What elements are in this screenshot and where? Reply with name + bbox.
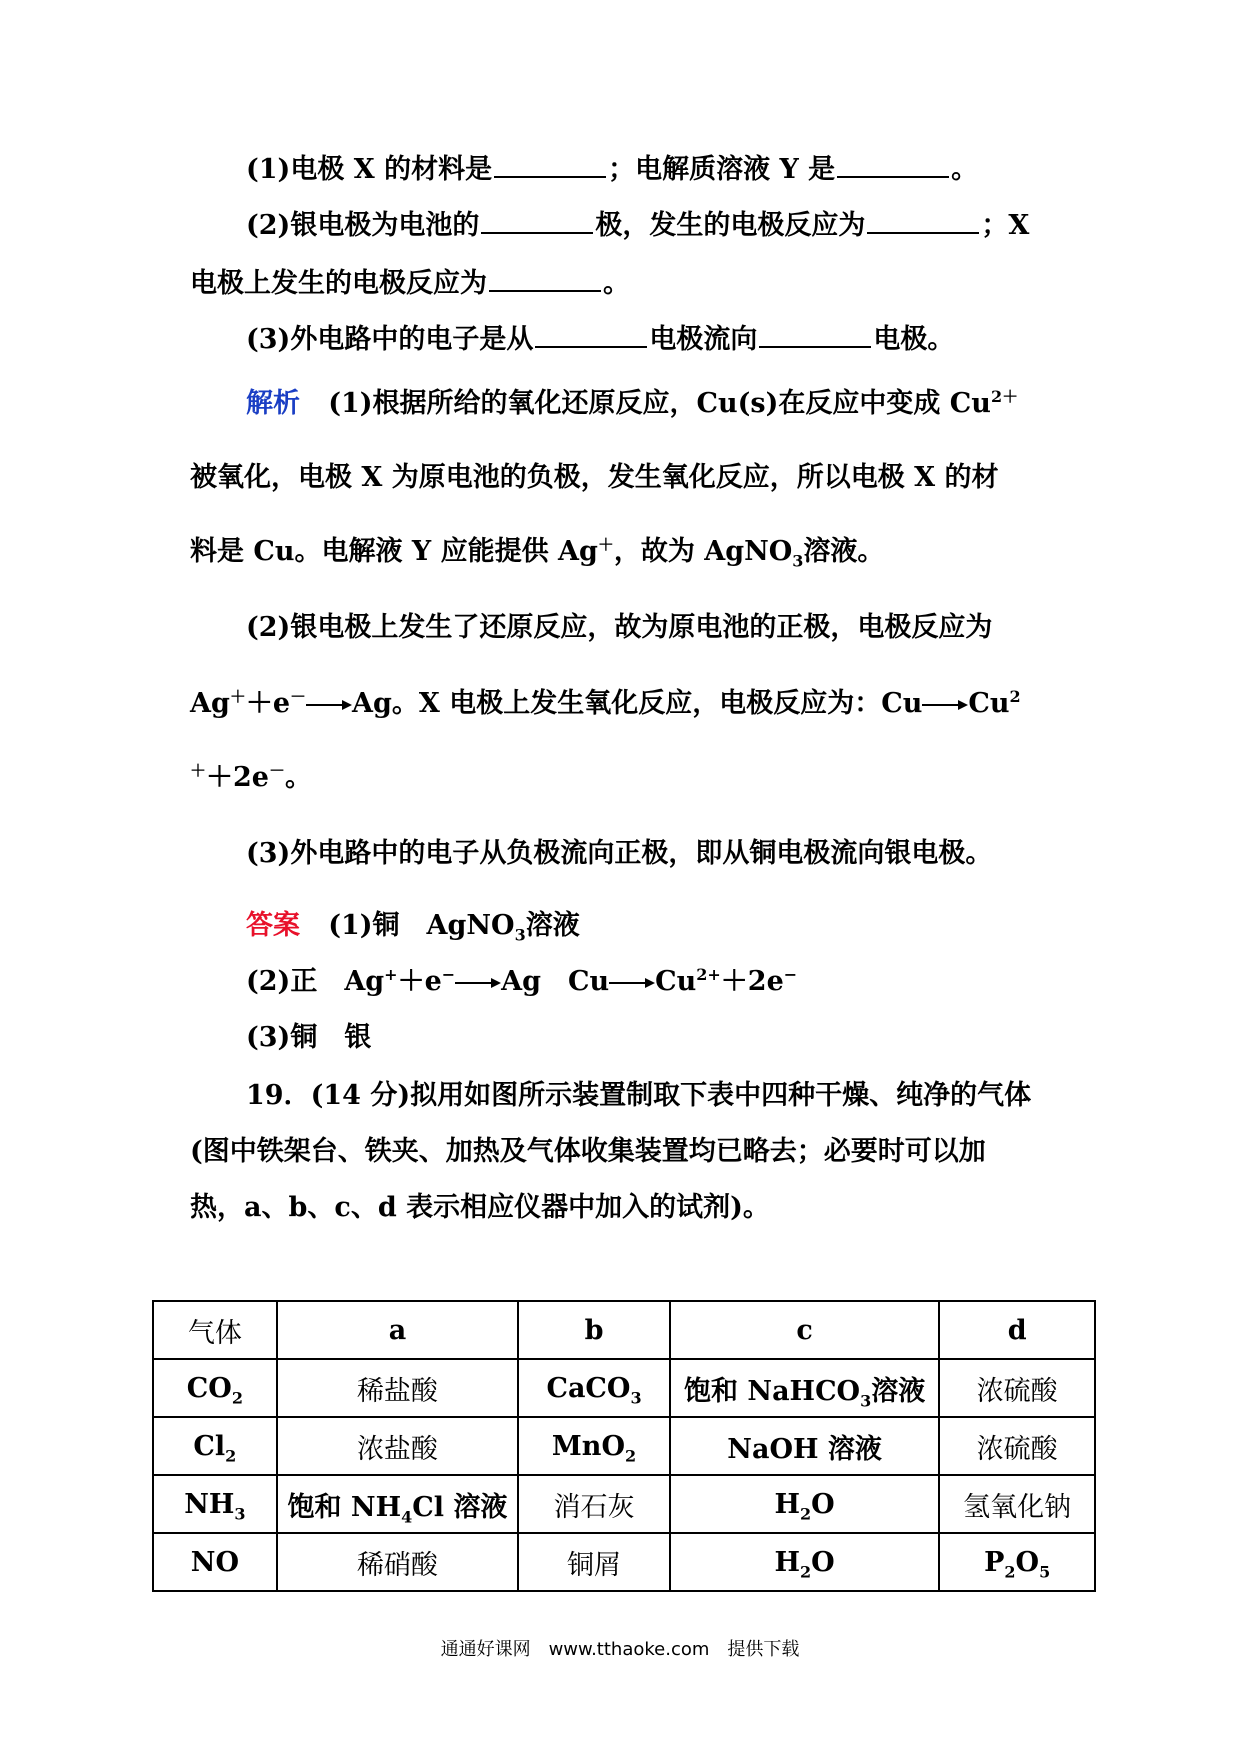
reaction-arrow-icon [455, 978, 501, 988]
q19-line-3: 热，a、b、c、d 表示相应仪器中加入的试剂)。 [190, 1192, 770, 1223]
table-cell [518, 1475, 670, 1533]
cell-text: 浓硫酸 [976, 1375, 1058, 1407]
analysis-line-4: (2)银电极上发生了还原反应，故为原电池的正极，电极反应为 [246, 612, 993, 643]
table-cell [939, 1359, 1095, 1417]
table-cell [939, 1533, 1095, 1591]
analysis-line-7: (3)外电路中的电子从负极流向正极，即从铜电极流向银电极。 [246, 838, 993, 869]
table-cell [670, 1533, 939, 1591]
answer-blank[interactable] [837, 150, 949, 178]
cell-subscript: 2 [624, 1445, 637, 1465]
analysis-line-3: 料是 Cu。电解液 Y 应能提供 Ag＋，故为 AgNO$_3$溶液。 [190, 535, 885, 571]
table-row [153, 1359, 1095, 1417]
q18-part3: (3)外电路中的电子是从 电极流向 电极。 [246, 320, 954, 360]
q18-part2-cont: 电极上发生的电极反应为 。 [190, 264, 630, 304]
table-body [153, 1359, 1095, 1591]
cell-subscript: 3 [630, 1387, 642, 1407]
analysis-label: 解析 [246, 388, 300, 419]
answer-blank[interactable] [494, 150, 606, 178]
table-header-cell: d [939, 1301, 1095, 1359]
cell-text: CO [186, 1372, 232, 1404]
answer-blank[interactable] [489, 264, 601, 292]
cell-text: 稀盐酸 [356, 1375, 438, 1407]
table-row [153, 1417, 1095, 1475]
table-cell [277, 1475, 518, 1533]
q19-line-1: 19．(14 分)拟用如图所示装置制取下表中四种干燥、纯净的气体 [246, 1080, 1032, 1111]
cell-text: NH [184, 1488, 235, 1520]
table-cell [277, 1533, 518, 1591]
reaction-arrow-icon [609, 978, 655, 988]
table-cell [153, 1533, 277, 1591]
analysis-line-5: Ag＋＋e－ Ag。X 电极上发生氧化反应，电极反应为：Cu Cu$^2$ [190, 687, 1021, 719]
table-header-cell: a [277, 1301, 518, 1359]
cell-text: 饱和 NH [287, 1491, 402, 1523]
answer-blank[interactable] [759, 320, 871, 348]
cell-text: 浓硫酸 [976, 1433, 1058, 1465]
gas-reagent-table [152, 1300, 1096, 1592]
cell-subscript: 3 [860, 1390, 872, 1410]
answer-blank[interactable] [481, 206, 593, 234]
table-header-cell: 气体 [153, 1301, 277, 1359]
analysis-line-1: 解析 (1)根据所给的氧化还原反应，Cu(s)在反应中变成 $Cu^{2+}$ [246, 387, 1019, 419]
reaction-arrow-icon [922, 700, 968, 710]
cell-text: 饱和 NaHCO [683, 1375, 861, 1407]
table-cell [670, 1359, 939, 1417]
cell-text: NO [190, 1546, 239, 1578]
q19-line-2: (图中铁架台、铁夹、加热及气体收集装置均已略去；必要时可以加 [190, 1136, 986, 1167]
cell-text: Cl 溶液 [412, 1491, 508, 1523]
table-cell [153, 1475, 277, 1533]
cell-text: O [1015, 1546, 1040, 1578]
cell-subscript: 2 [231, 1387, 243, 1407]
analysis-line-2: 被氧化，电极 X 为原电池的负极，发生氧化反应，所以电极 X 的材 [190, 462, 999, 493]
cell-subscript: 2 [800, 1561, 812, 1581]
cell-subscript: 5 [1039, 1561, 1051, 1581]
table-cell [518, 1417, 670, 1475]
reaction-arrow-icon [306, 700, 352, 710]
analysis-line-6: ＋＋2e－。 [190, 761, 312, 793]
table-header-cell: c [670, 1301, 939, 1359]
table-cell [518, 1533, 670, 1591]
table-cell [277, 1417, 518, 1475]
answer-line-3: (3)铜 银 [246, 1022, 372, 1053]
table-cell [153, 1359, 277, 1417]
q18-part1: (1)电极 X 的材料是 ；电解质溶液 Y 是 。 [246, 150, 978, 190]
cell-subscript: 2 [800, 1503, 812, 1523]
q18-part2: (2)银电极为电池的 极，发生的电极反应为 ；X [246, 206, 1029, 246]
table-cell [670, 1475, 939, 1533]
table-cell [518, 1359, 670, 1417]
page-footer: 通通好课网 www.tthaoke.com 提供下载 [440, 1639, 800, 1660]
cell-text: 稀硝酸 [356, 1549, 438, 1581]
cell-text: 氢氧化钠 [963, 1491, 1072, 1523]
cell-subscript: 3 [234, 1503, 246, 1523]
cell-text: 铜屑 [567, 1549, 622, 1581]
table-cell [153, 1417, 277, 1475]
table-row [153, 1533, 1095, 1591]
table-cell [670, 1417, 939, 1475]
cell-text: 浓盐酸 [356, 1433, 438, 1465]
cell-text: H [774, 1488, 801, 1520]
cell-text: P [984, 1546, 1005, 1578]
answer-line-1: 答案 (1)铜 AgNO$_3$溶液 [246, 910, 580, 945]
cell-text: O [811, 1546, 835, 1578]
cell-text: Cl [193, 1430, 226, 1462]
cell-subscript: 2 [1004, 1561, 1016, 1581]
table-cell [939, 1475, 1095, 1533]
cell-subscript: 4 [401, 1506, 413, 1526]
table-cell [277, 1359, 518, 1417]
answer-blank[interactable] [535, 320, 647, 348]
cell-text: O [811, 1488, 835, 1520]
table-row [153, 1475, 1095, 1533]
cell-text: 溶液 [871, 1375, 926, 1407]
table-header-row [153, 1301, 1095, 1359]
answer-label: 答案 [246, 910, 300, 941]
cell-subscript: 2 [225, 1445, 237, 1465]
table-header-cell: b [518, 1301, 670, 1359]
cell-text: NaOH 溶液 [727, 1433, 882, 1465]
cell-text: H [774, 1546, 801, 1578]
answer-line-2: (2)正 Ag+＋e− Ag Cu $Cu^{2+}+2e^-$ [246, 965, 798, 997]
cell-text: CaCO [546, 1372, 631, 1404]
answer-blank[interactable] [867, 206, 979, 234]
table-cell [939, 1417, 1095, 1475]
cell-text: MnO [551, 1430, 625, 1462]
cell-text: 消石灰 [553, 1491, 635, 1523]
